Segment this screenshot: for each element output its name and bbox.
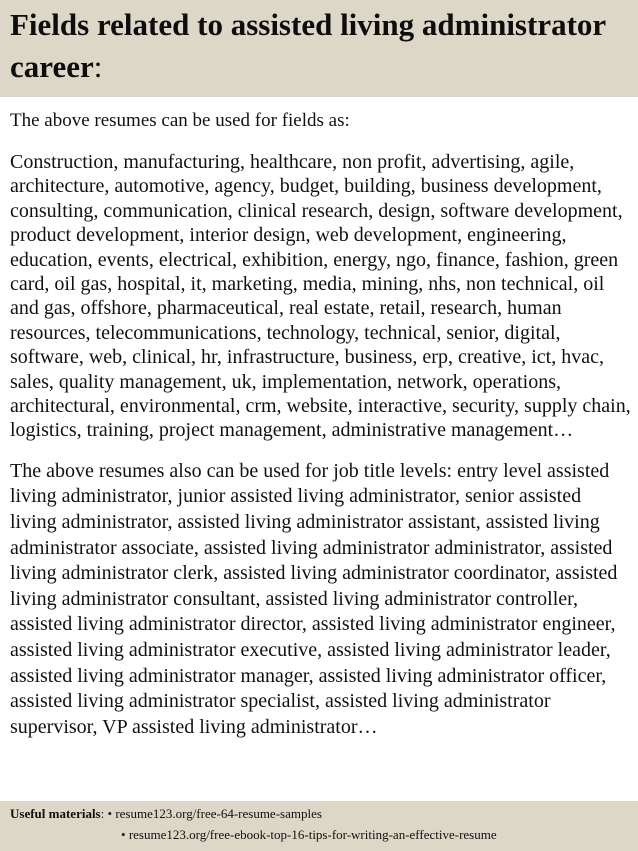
- header-band: [0, 0, 638, 97]
- main-content: [10, 108, 632, 801]
- footer-line-1: [10, 806, 322, 822]
- footer-line-2: [121, 827, 497, 843]
- page-title-colon: :: [93, 49, 103, 84]
- footer-band: [0, 801, 638, 851]
- page-title: [10, 4, 630, 88]
- useful-materials-label: Useful materials: [10, 806, 101, 821]
- footer-link-2[interactable]: resume123.org/free-ebook-top-16-tips-for-writing-an-effective-resume: [128, 827, 497, 842]
- footer-separator: :: [100, 806, 108, 821]
- fields-paragraph: Construction, manufacturing, healthcare, non profit, advertising, agile, architecture, automotive, agency, budget, building, business development, consulting, communication, clinical research, design, software development, product development, interior design, web development, engineering, education, events, electrical, exhibition, energy, ngo, finance, fashion, green card, oil gas, hospital, it, marketing, media, mining, nhs, non technical, oil and gas, offshore, pharmaceutical, real estate, retail, research, human resources, telecommunications, technology, technical, senior, digital, software, web, clinical, hr, infrastructure, business, erp, creative, ict, hvac, sales, quality management, uk, implementation, network, operations, architectural, environmental, crm, website, interactive, security, supply chain, logistics, training, project management, administrative management…: [10, 151, 631, 442]
- bullet-icon: •: [121, 827, 126, 842]
- bullet-icon: •: [107, 806, 113, 821]
- intro-text: The above resumes can be used for fields as:: [10, 110, 350, 131]
- footer-link-1[interactable]: resume123.org/free-64-resume-samples: [115, 806, 322, 821]
- job-levels-paragraph: The above resumes also can be used for job title levels: entry level assisted living administrator, junior assisted living administrator, senior assisted living administrator, assisted living administrator assistant, assisted living administrator associate, assisted living administrator administrator, assisted living administrator clerk, assisted living administrator coordinator, assisted living administrator consultant, assisted living administrator controller, assisted living administrator director, assisted living administrator engineer, assisted living administrator executive, assisted living administrator leader, assisted living administrator manager, assisted living administrator officer, assisted living administrator specialist, assisted living administrator supervisor, VP assisted living administrator…: [10, 459, 618, 738]
- page-title-text: Fields related to assisted living administrator career: [10, 7, 606, 84]
